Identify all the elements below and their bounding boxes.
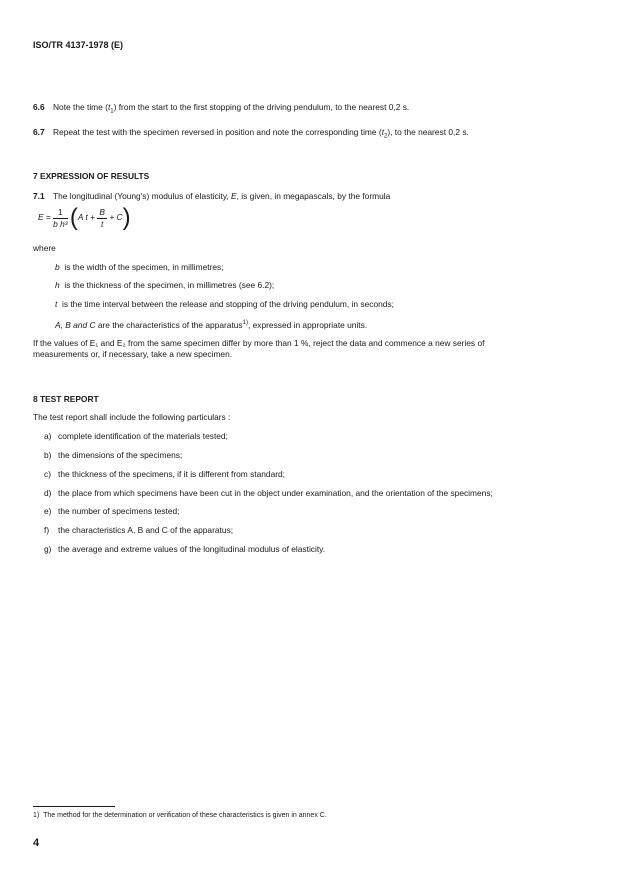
report-item-f: f) the characteristics A, B and C of the apparatus; xyxy=(44,525,234,535)
clause-7-1: 7.1 The longitudinal (Young's) modulus of elasticity, E, is given, in megapascals, by the formula xyxy=(33,191,391,201)
section-7-heading: 7 EXPRESSION OF RESULTS xyxy=(33,171,150,181)
test-report-intro: The test report shall include the following particulars : xyxy=(33,412,231,422)
report-item-g: g) the average and extreme values of the longitudinal modulus of elasticity. xyxy=(44,544,326,554)
rejection-note-line-1: If the values of E₁ and E₂ from the same specimen differ by more than 1 %, reject the data and commence a new series of xyxy=(33,338,485,348)
footnote: 1) The method for the determination or verification of these characteristics is given in annex C. xyxy=(33,812,327,819)
section-8-heading: 8 TEST REPORT xyxy=(33,394,99,404)
formula-fraction-2: $\frac{B}{t}$ xyxy=(99,206,105,229)
formula-fraction-1: $\frac{1}{\text{b h³}}$ xyxy=(53,206,68,229)
report-item-e: e) the number of specimens tested; xyxy=(44,506,180,516)
modulus-formula: E = $\frac{1}{\text{b h³}}$ (A t + $\frac{B}{t}$ + C) xyxy=(38,204,131,231)
document-header: ISO/TR 4137-1978 (E) xyxy=(33,40,124,50)
clause-6-6: 6.6 Note the time $(t_1)$ from the start to the first stopping of the driving pendulum, to the nearest 0,2 s. xyxy=(33,102,410,115)
clause-number: 6.7 xyxy=(33,127,45,137)
clause-number: 6.6 xyxy=(33,102,45,112)
page-number: 4 xyxy=(33,837,40,849)
rejection-note-line-2: measurements or, if necessary, take a new specimen. xyxy=(33,349,233,359)
report-item-c: c) the thickness of the specimens, if it is different from standard; xyxy=(44,469,286,479)
definition-b: b is the width of the specimen, in millimetres; xyxy=(55,262,224,272)
footnote-ref: 1) xyxy=(242,320,248,326)
report-item-a: a) complete identification of the materials tested; xyxy=(44,431,228,441)
where-label: where xyxy=(33,243,56,253)
report-item-b: b) the dimensions of the specimens; xyxy=(44,450,183,460)
report-item-d: d) the place from which specimens have been cut in the object under examination, and the orientation of the specimens; xyxy=(44,488,493,498)
clause-6-7: 6.7 Repeat the test with the specimen reversed in position and note the corresponding time $(t_2)$, to the nearest 0,2 s. xyxy=(33,127,469,140)
definition-t: t is the time interval between the release and stopping of the driving pendulum, in seconds; xyxy=(55,299,394,309)
footnote-rule xyxy=(33,806,115,807)
definition-abc: A, B and C are the characteristics of the apparatus$^{1)}$, expressed in appropriate units. xyxy=(55,319,368,330)
definition-h: h is the thickness of the specimen, in millimetres (see 6.2); xyxy=(55,280,275,290)
